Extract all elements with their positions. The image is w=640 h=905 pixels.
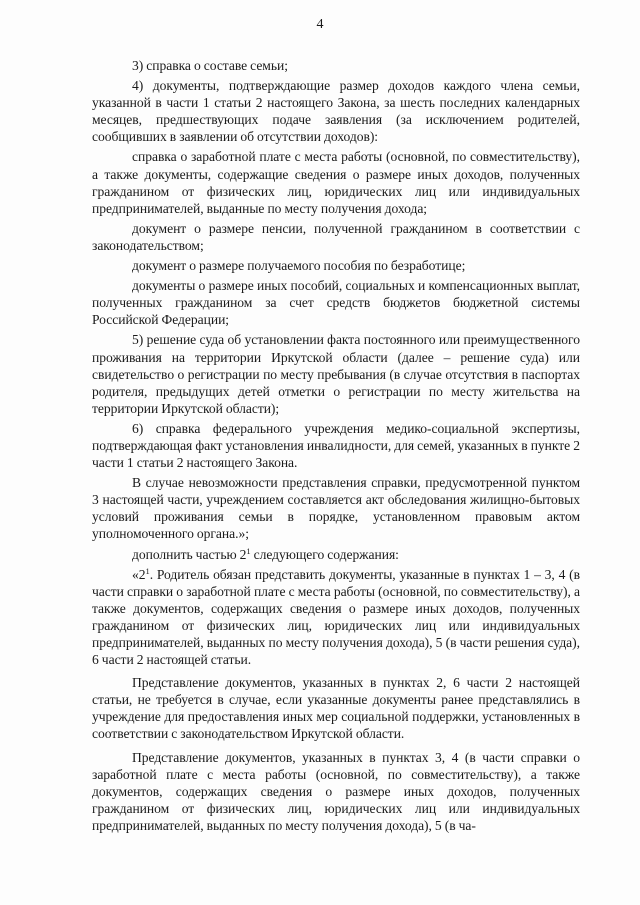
- page-number: 4: [316, 17, 324, 32]
- paragraph-item-4: 4) документы, подтверждающие размер доходов каждого члена семьи, указанной в части 1 статьи 2 настоящего Закона, за шесть последних календарных месяцев, предшествующих подаче заявления (за исключением родителей, сообщивших в заявлении об отсутствии доходов):: [92, 78, 580, 145]
- addition-text: дополнить частью 2: [132, 546, 247, 562]
- paragraph-item-6: 6) справка федерального учреждения медико-социальной экспертизы, подтверждающая факт установления инвалидности, для семей, указанных в пункте 2 части 1 статьи 2 настоящего Закона.: [92, 420, 580, 471]
- new-part-superscript: 1: [145, 565, 150, 576]
- paragraph-item-5: 5) решение суда об установлении факта постоянного или преимущественного проживания на территории Иркутской области (далее – решение суда) или свидетельство о регистрации по месту пребывания (в случае отсутствия в паспортах родителя, предыдущих детей отметки о регистрации по месту жительства на территории Иркутской области);: [92, 332, 580, 416]
- addition-text-end: следующего содержания:: [250, 546, 399, 562]
- paragraph-salary-certificate: справка о заработной плате с места работы (основной, по совместительству), а также документы, содержащие сведения о размере иных доходов, полученных гражданином от физических лиц, юридических лиц или индивидуальных предпринимателей, выданные по месту получения дохода;: [92, 149, 580, 216]
- paragraph-new-part: [92, 566, 580, 669]
- paragraph-item-3: 3) справка о составе семьи;: [132, 58, 288, 73]
- paragraph-documents-continuation: Представление документов, указанных в пунктах 3, 4 (в части справки о заработной плате с места работы (основной, по совместительству), а также документов, содержащих сведения о размере иных доходов, полученных гражданином от физических лиц, юридических лиц или индивидуальных предпринимателей, выданных по месту получения дохода), 5 (в ча-: [92, 749, 580, 833]
- paragraph-addition-intro: [92, 546, 580, 563]
- paragraph-inspection-act: В случае невозможности представления справки, предусмотренной пунктом 3 настоящей части, учреждением составляется акт обследования жилищно-бытовых условий проживания семьи в порядке, установленном правовым актом уполномоченного органа.»;: [92, 475, 580, 542]
- new-part-text: . Родитель обязан представить документы, указанные в пунктах 1 – 3, 4 (в части справки о заработной плате с места работы (основной, по совместительству), а также документов, содержащих сведения о размере иных доходов, полученных гражданином от физических лиц, юридических лиц или индивидуальных предпринимателей, выданных по месту получения дохода), 5 (в части решения суда), 6 части 2 настоящей статьи.: [92, 566, 580, 668]
- paragraph-other-benefits: документы о размере иных пособий, социальных и компенсационных выплат, полученных гражданином за счет средств бюджетов бюджетной системы Российской Федерации;: [92, 278, 580, 328]
- paragraph-unemployment-document: документ о размере получаемого пособия по безработице;: [132, 258, 466, 274]
- addition-superscript: 1: [246, 545, 251, 556]
- document-body: [92, 57, 580, 837]
- new-part-number: «2: [132, 566, 146, 582]
- paragraph-pension-document: документ о размере пенсии, полученной гражданином в соответствии с законодательством;: [92, 220, 580, 253]
- paragraph-exemption: Представление документов, указанных в пунктах 2, 6 части 2 настоящей статьи, не требуется в случае, если указанные документы ранее представлялись в учреждение для предоставления иных мер социальной поддержки, установленных в соответствии с законодательством Иркутской области.: [92, 675, 580, 742]
